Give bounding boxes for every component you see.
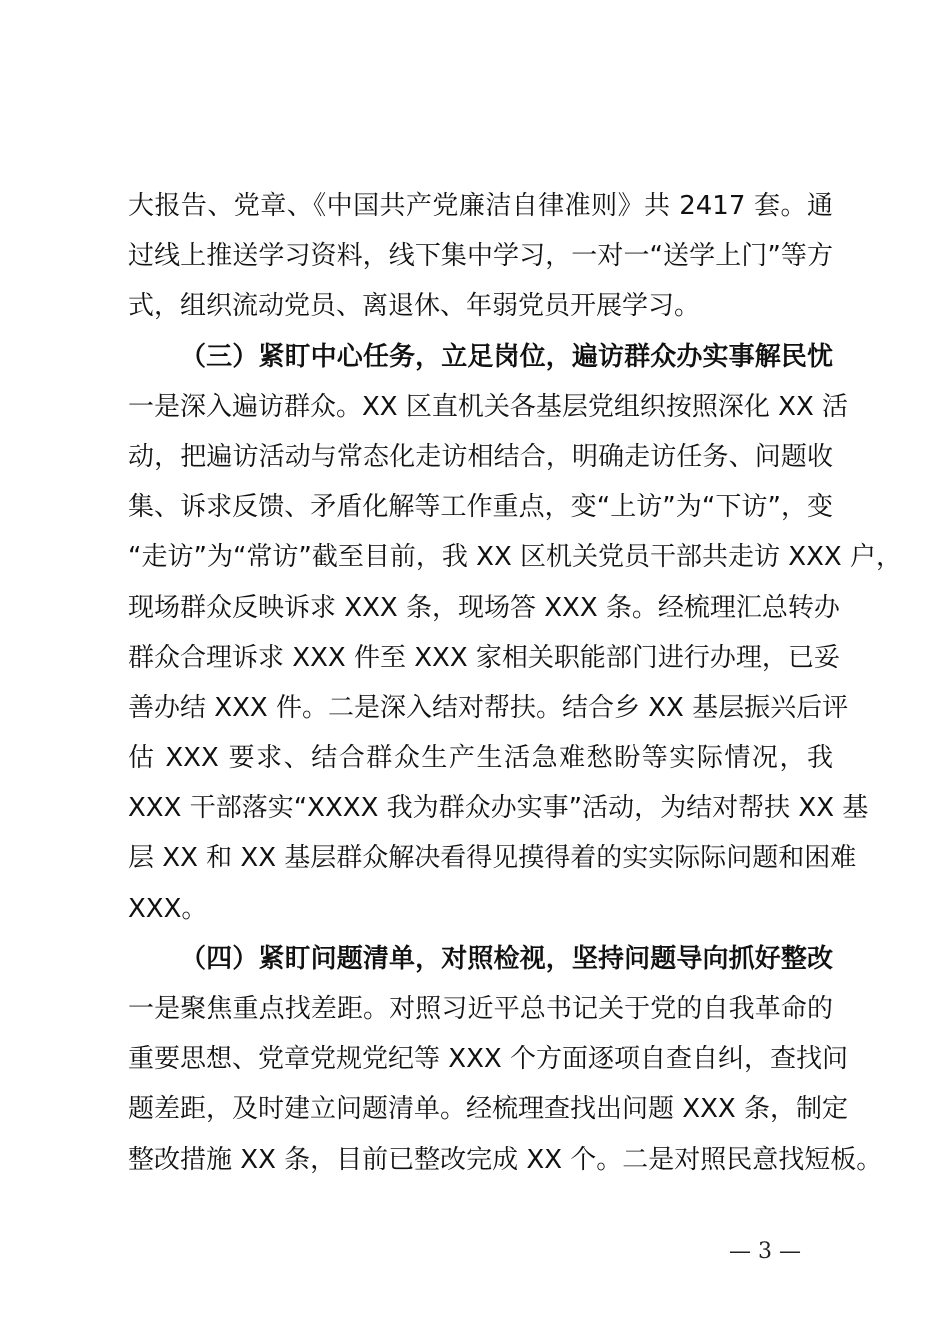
section-heading-4: （四）紧盯问题清单，对照检视，坚持问题导向抓好整改	[180, 943, 833, 974]
text-line: 集、诉求反馈、矛盾化解等工作重点，变“上访”为“下访”，变	[128, 492, 833, 523]
text-line: 大报告、党章、《中国共产党廉洁自律准则》共 2417 套。通	[128, 191, 833, 221]
text-line: 估 XXX 要求、结合群众生产生活急难愁盼等实际情况，我	[128, 743, 833, 774]
text-line: 过线上推送学习资料，线下集中学习，一对一“送学上门”等方	[128, 241, 833, 272]
body-text	[128, 181, 902, 1185]
text-line: 动，把遍访活动与常态化走访相结合，明确走访任务、问题收	[128, 441, 833, 472]
text-line: 群众合理诉求 XXX 件至 XXX 家相关职能部门进行办理，已妥	[128, 642, 840, 673]
text-line: 一是深入遍访群众。XX 区直机关各基层党组织按照深化 XX 活	[128, 391, 849, 422]
page-number: — 3 —	[729, 1239, 801, 1264]
section-heading-3: （三）紧盯中心任务，立足岗位，遍访群众办实事解民忧	[180, 341, 833, 372]
text-line: 一是聚焦重点找差距。对照习近平总书记关于党的自我革命的	[128, 994, 833, 1024]
text-line: XXX 干部落实“XXXX 我为群众办实事”活动，为结对帮扶 XX 基	[128, 793, 869, 824]
text-line: 善办结 XXX 件。二是深入结对帮扶。结合乡 XX 基层振兴后评	[128, 692, 849, 723]
text-line: 现场群众反映诉求 XXX 条，现场答 XXX 条。经梳理汇总转办	[128, 592, 840, 623]
text-line: 式，组织流动党员、离退休、年弱党员开展学习。	[128, 291, 701, 322]
text-line: 整改措施 XX 条，目前已整改完成 XX 个。二是对照民意找短板。	[128, 1144, 883, 1175]
text-line: “走访”为“常访”截至目前，我 XX 区机关党员干部共走访 XXX 户，	[128, 542, 902, 573]
text-line: XXX。	[128, 893, 208, 924]
text-line: 题差距，及时建立问题清单。经梳理查找出问题 XXX 条，制定	[128, 1094, 848, 1125]
text-line: 层 XX 和 XX 基层群众解决看得见摸得着的实实际际问题和困难	[128, 843, 857, 874]
text-line: 重要思想、党章党规党纪等 XXX 个方面逐项自查自纠，查找问	[128, 1044, 848, 1075]
